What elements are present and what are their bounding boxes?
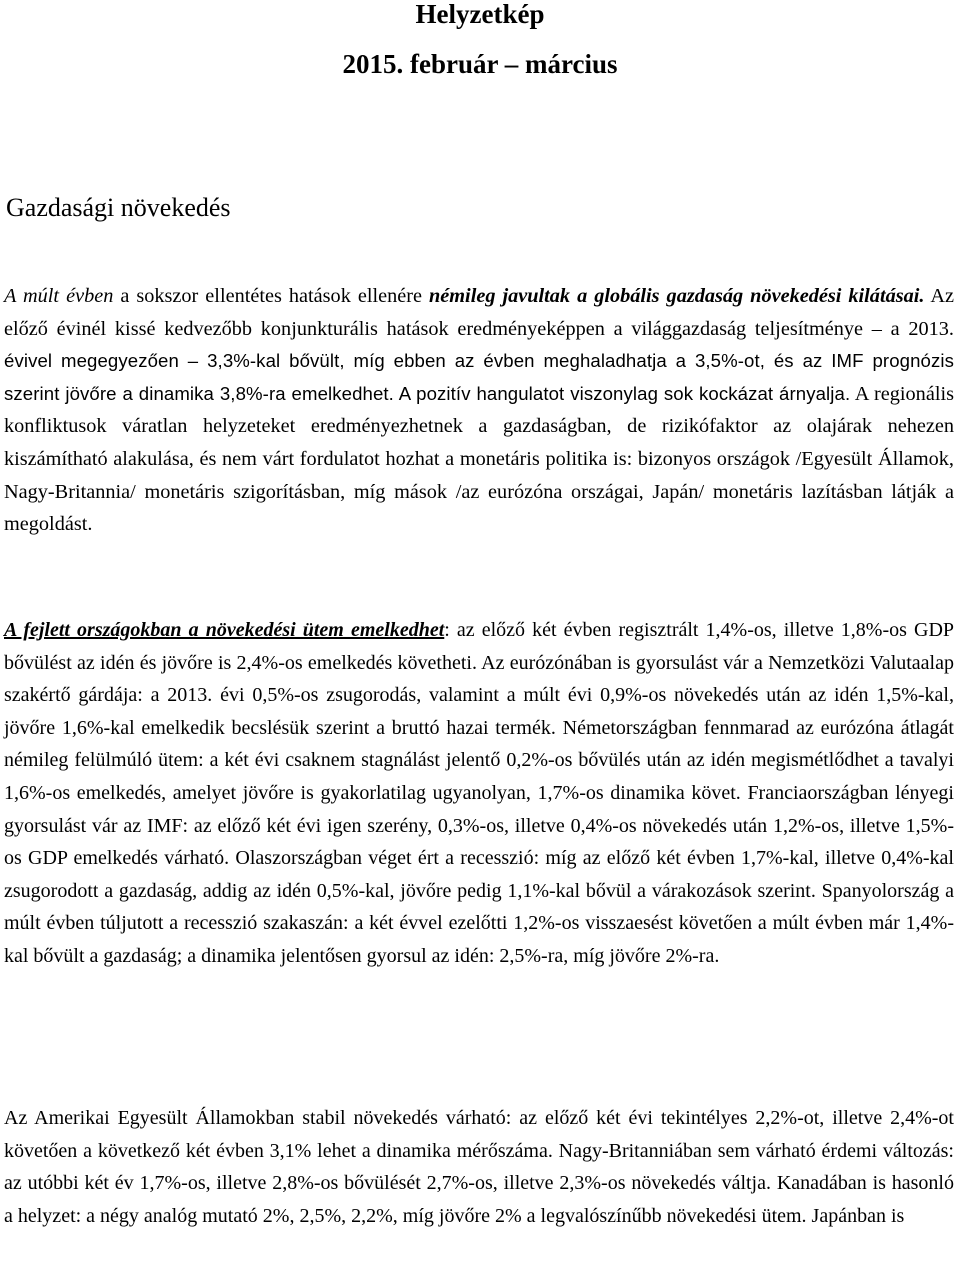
paragraph-developed-countries bbox=[4, 614, 954, 973]
paragraph-1-text: A regionális konfliktusok váratlan helyzeteket eredményezhetnek a gazdaságban, de rizikófaktor az olajárak nehezen kiszámítható alakulása, és nem várt fordulatot hozhat a monetáris politika is: bizonyos országok /Egyesült Államok, Nagy-Britannia/ monetáris szigorításban, míg mások /az eurózóna országai, Japán/ monetáris lazításban látják a megoldást. bbox=[4, 382, 954, 536]
paragraph-2-text: : az előző két évben regisztrált 1,4%-os, illetve 1,8%-os GDP bővülést az idén és jövőre is 2,4%-os emelkedés követheti. Az eurózónában is gyorsulást vár a Nemzetközi Valutaalap szakértő gárdája: a 2013. évi 0,5%-os zsugorodás, valamint a múlt évi 0,9%-os növekedés után az idén 1,5%-kal, jövőre 1,6%-kal emelkedik becslésük szerint a bruttó hazai termék. Németországban fennmarad az eurózóna átlagát némileg felülmúló ütem: a két évi csaknem stagnálást jelentő 0,2%-os bővülés után az idén megismétlődhet a tavalyi 1,6%-os emelkedés, amelyet jövőre is gyakorlatilag ugyanolyan, 1,7%-os dinamika követ. Franciaországban lényegi gyorsulást vár az IMF: az előző két évi igen szerény, 0,3%-os, illetve 0,4%-os növekedés után 1,2%-os, illetve 1,5%-os GDP emelkedés várható. Olaszországban véget ért a recesszió: míg az előző két évben 1,7%-kal, illetve 0,4%-kal zsugorodott a gazdaság, addig az idén 0,5%-kal, jövőre pedig 1,1%-kal bővül a várakozások szerint. Spanyolország a múlt évben túljutott a recesszió szakaszán: a két évvel ezelőtti 1,2%-os visszaesést követően a múlt évben már 1,4%-kal bővült a gazdaság; a dinamika jelentősen gyorsul az idén: 2,5%-ra, míg jövőre 2%-ra. bbox=[4, 619, 955, 967]
paragraph-1-sans-text: évivel megegyezően – 3,3%-kal bővült, míg ebben az évben meghaladhatja a 3,5%-ot, és az IMF prognózis szerint jövőre a dinamika 3,8%-ra emelkedhet. A pozitív hangulatot viszonylag sok kockázat árnyalja. bbox=[4, 350, 954, 404]
paragraph-1-text: Az előző évinél kissé kedvezőbb konjunkturális hatások eredményeképpen a világgazdaság teljesítménye – a 2013. bbox=[4, 285, 954, 340]
paragraph-2-lead-emphasis: A fejlett országokban a növekedési ütem emelkedhet bbox=[4, 619, 445, 641]
section-heading: Gazdasági növekedés bbox=[6, 193, 231, 222]
paragraph-global-outlook bbox=[4, 280, 954, 541]
document-subtitle-date: 2015. február – március bbox=[342, 49, 618, 79]
paragraph-3-text: Az Amerikai Egyesült Államokban stabil növekedés várható: az előző két évi tekintélyes 2,2%-ot, illetve 2,4%-ot követően a következő két évben 3,1% lehet a dinamika mérőszáma. Nagy-Britanniában sem várható érdemi változás: az utóbbi két év 1,7%-os, illetve 2,8%-os bővülését 2,7%-os, illetve 2,3%-os növekedés váltja. Kanadában is hasonló a helyzet: a négy analóg mutató 2%, 2,5%, 2,2%, míg jövőre 2% a legvalószínűbb növekedési ütem. Japánban is bbox=[4, 1107, 954, 1227]
paragraph-1-emphasis: némileg javultak a globális gazdaság növekedési kilátásai. bbox=[429, 285, 925, 307]
paragraph-1-lead-italic: A múlt évben bbox=[4, 285, 114, 307]
paragraph-1-text: a sokszor ellentétes hatások ellenére bbox=[113, 285, 429, 307]
paragraph-us-uk-canada bbox=[4, 1102, 954, 1232]
document-title: Helyzetkép bbox=[415, 0, 545, 29]
